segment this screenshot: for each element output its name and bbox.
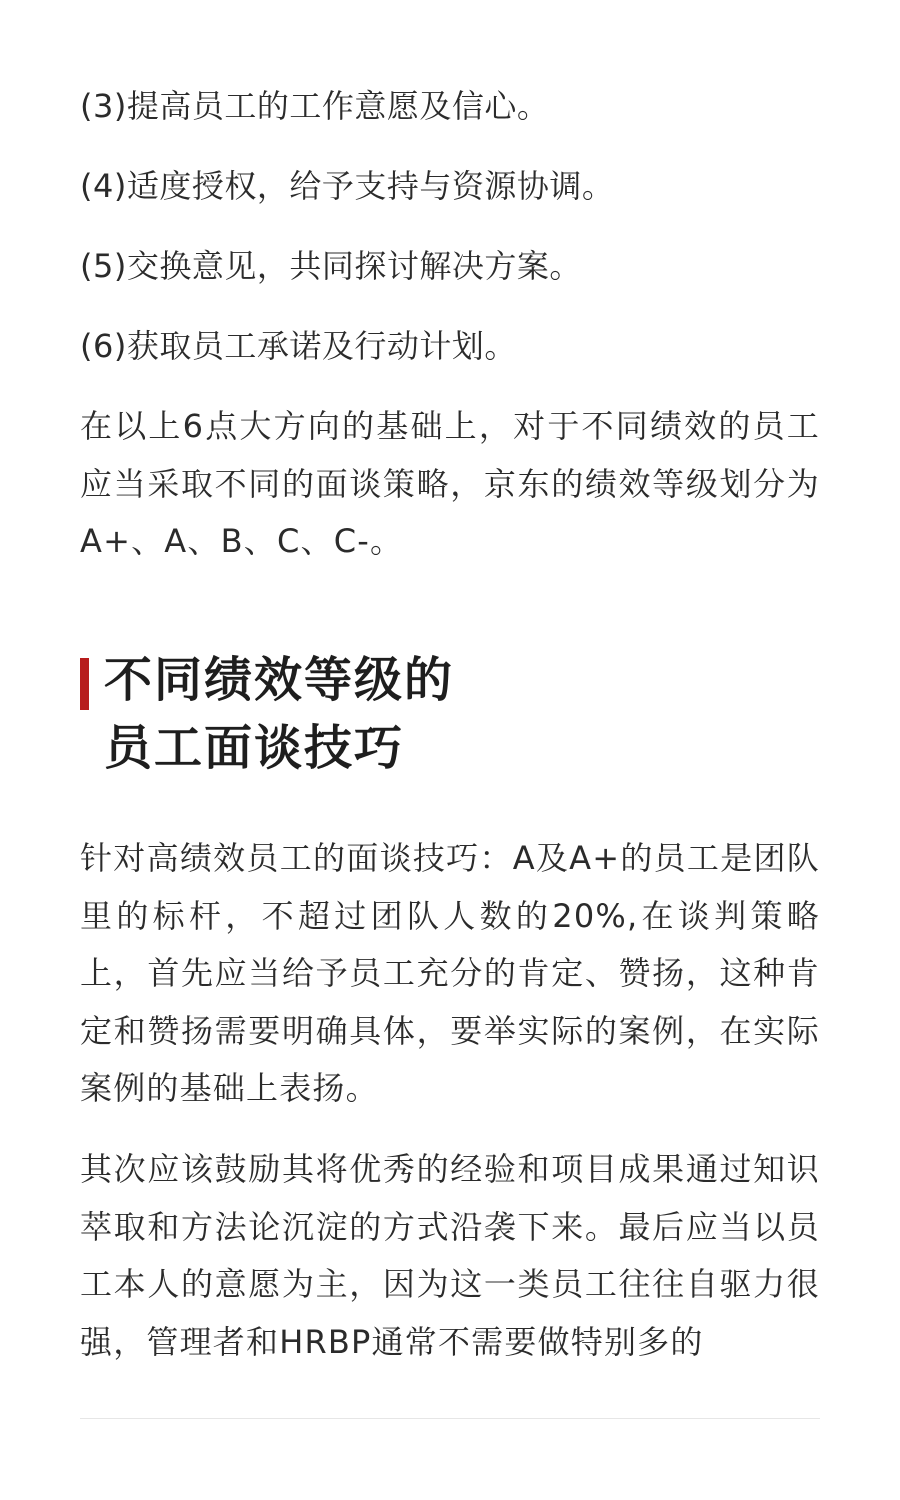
divider (80, 1418, 820, 1419)
list-item: (5)交换意见，共同探讨解决方案。 (80, 247, 582, 285)
section-heading-line-1: 不同绩效等级的 (104, 652, 455, 708)
heading-accent-bar (80, 658, 89, 710)
list-item: (3)提高员工的工作意愿及信心。 (80, 87, 550, 125)
body-paragraph: 针对高绩效员工的面谈技巧：A及A+的员工是团队里的标杆，不超过团队人数的20%,在谈判策略上，首先应当给予员工充分的肯定、赞扬，这种肯定和赞扬需要明确具体，要举实际的案例，在实际案例的基础上表扬。 (80, 839, 820, 1107)
section-heading-line-2: 员工面谈技巧 (104, 720, 405, 776)
intro-paragraph: 在以上6点大方向的基础上，对于不同绩效的员工应当采取不同的面谈策略，京东的绩效等级划分为A+、A、B、C、C-。 (80, 407, 820, 560)
list-item: (4)适度授权，给予支持与资源协调。 (80, 167, 615, 205)
list-item: (6)获取员工承诺及行动计划。 (80, 327, 517, 365)
body-paragraph: 其次应该鼓励其将优秀的经验和项目成果通过知识萃取和方法论沉淀的方式沿袭下来。最后应当以员工本人的意愿为主，因为这一类员工往往自驱力很强，管理者和HRBP通常不需要做特别多的 (80, 1150, 820, 1361)
